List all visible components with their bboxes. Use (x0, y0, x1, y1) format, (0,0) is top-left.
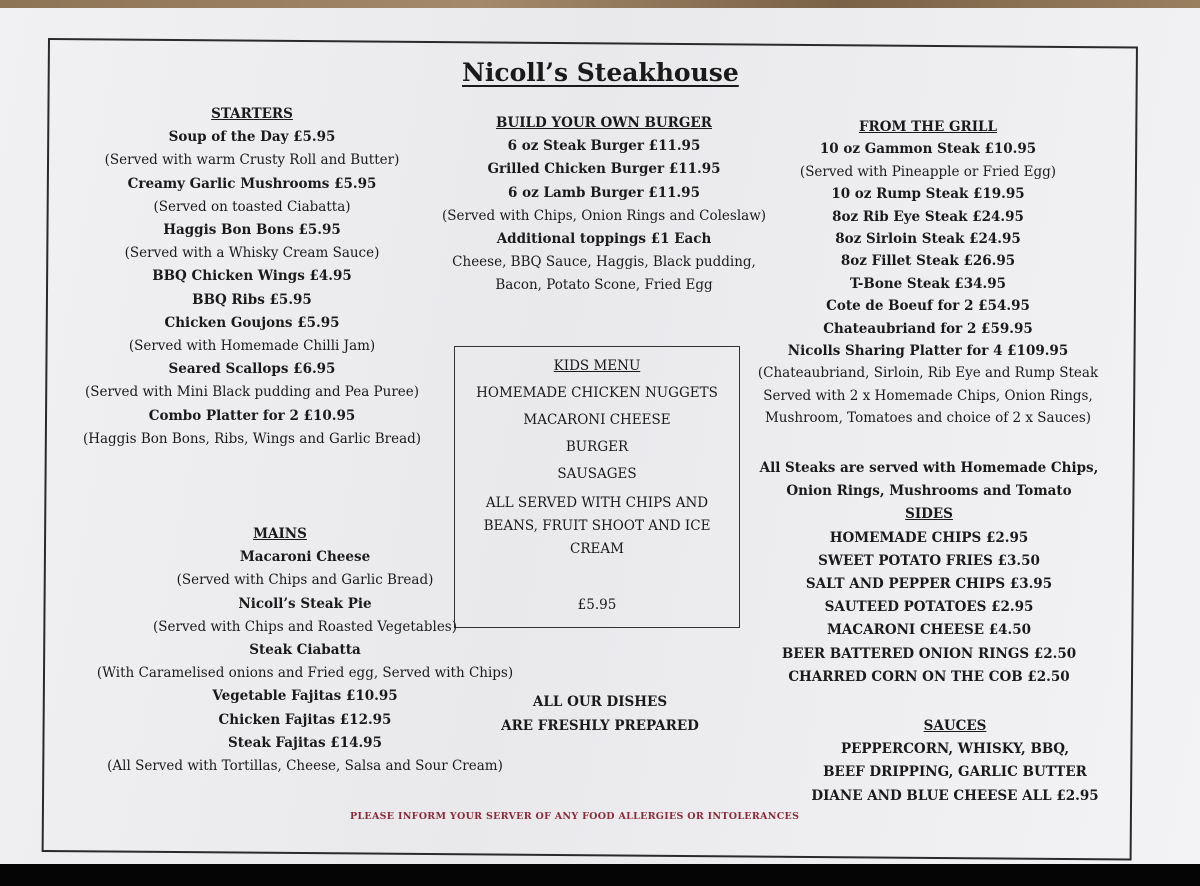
kids-menu-list (455, 380, 739, 488)
grill-line: Nicolls Sharing Platter for 4 £109.95 (787, 343, 1069, 360)
mains-line: Steak Ciabatta (249, 642, 361, 659)
sides-section (742, 457, 1116, 689)
burger-line: Bacon, Potato Scone, Fried Egg (495, 277, 713, 294)
sauce-item: DIANE AND BLUE CHEESE ALL £2.95 (811, 787, 1099, 804)
sauces-list (780, 738, 1130, 808)
burger-line: (Served with Chips, Onion Rings and Coleslaw) (441, 207, 767, 224)
burger-line: Grilled Chicken Burger £11.95 (487, 161, 721, 178)
starters-line: Soup of the Day £5.95 (168, 129, 336, 146)
sides-heading: SIDES (905, 506, 953, 523)
mains-list (60, 546, 550, 778)
mains-line: (Served with Chips and Roasted Vegetables) (152, 618, 458, 635)
starters-line: BBQ Ribs £5.95 (192, 291, 312, 308)
burger-line: 6 oz Steak Burger £11.95 (507, 138, 701, 155)
grill-line: 8oz Rib Eye Steak £24.95 (832, 208, 1024, 225)
mains-section (60, 523, 550, 778)
starters-list (72, 126, 432, 451)
page-title: Nicoll’s Steakhouse (462, 58, 739, 87)
burger-section (428, 112, 780, 298)
kids-menu-heading: KIDS MENU (553, 358, 641, 374)
grill-line: Mushroom, Tomatoes and choice of 2 x Sauces) (764, 410, 1092, 427)
mains-line: Chicken Fajitas £12.95 (218, 711, 392, 728)
steaks-note-line-2: Onion Rings, Mushrooms and Tomato (786, 483, 1072, 500)
kids-menu-item: BURGER (565, 439, 629, 455)
mains-heading: MAINS (253, 526, 307, 542)
fresh-notice (470, 690, 730, 738)
sauce-item: PEPPERCORN, WHISKY, BBQ, (840, 741, 1070, 758)
starters-line: (Served with a Whisky Cream Sauce) (124, 245, 380, 262)
starters-line: Combo Platter for 2 £10.95 (148, 407, 356, 424)
mains-line: Macaroni Cheese (239, 549, 371, 566)
grill-line: Chateaubriand for 2 £59.95 (823, 320, 1033, 337)
mains-line: Steak Fajitas £14.95 (228, 734, 382, 751)
allergy-notice: PLEASE INFORM YOUR SERVER OF ANY FOOD ALLERGIES OR INTOLERANCES (350, 811, 800, 822)
mains-line: (Served with Chips and Garlic Bread) (176, 572, 434, 589)
side-item: SALT AND PEPPER CHIPS £3.95 (805, 576, 1053, 593)
grill-line: 8oz Sirloin Steak £24.95 (835, 231, 1021, 248)
grill-line: Cote de Boeuf for 2 £54.95 (826, 298, 1030, 315)
mains-line: Vegetable Fajitas £10.95 (212, 688, 398, 705)
burger-line: 6 oz Lamb Burger £11.95 (508, 184, 700, 201)
sides-list (742, 527, 1116, 689)
starters-line: (Served with Homemade Chilli Jam) (128, 338, 376, 355)
starters-line: Haggis Bon Bons £5.95 (163, 222, 341, 239)
grill-list (748, 138, 1108, 429)
grill-section (748, 116, 1108, 430)
grill-line: (Chateaubriand, Sirloin, Rib Eye and Rump Steak (757, 365, 1099, 382)
side-item: BEER BATTERED ONION RINGS £2.50 (781, 645, 1077, 662)
burger-list (428, 135, 780, 297)
burger-line: Cheese, BBQ Sauce, Haggis, Black pudding, (452, 254, 756, 271)
sauces-section (780, 715, 1130, 808)
steaks-note-line-1: All Steaks are served with Homemade Chips, (759, 460, 1099, 476)
kids-menu-item: MACARONI CHEESE (523, 412, 671, 428)
starters-line: Seared Scallops £6.95 (168, 361, 336, 378)
starters-line: (Served on toasted Ciabatta) (153, 198, 351, 215)
sauce-item: BEEF DRIPPING, GARLIC BUTTER (823, 764, 1087, 781)
starters-line: (Served with warm Crusty Roll and Butter) (104, 152, 400, 169)
grill-line: T-Bone Steak £34.95 (850, 275, 1006, 292)
starters-section (72, 103, 432, 451)
side-item: MACARONI CHEESE £4.50 (826, 622, 1032, 639)
grill-line: 10 oz Rump Steak £19.95 (831, 186, 1025, 203)
grill-heading: FROM THE GRILL (858, 119, 998, 135)
grill-line: 10 oz Gammon Steak £10.95 (819, 141, 1037, 158)
side-item: SWEET POTATO FRIES £3.50 (818, 552, 1040, 569)
starters-line: BBQ Chicken Wings £4.95 (152, 268, 352, 285)
starters-line: (Served with Mini Black pudding and Pea Puree) (84, 384, 420, 401)
burger-line: Additional toppings £1 Each (496, 231, 712, 248)
starters-line: (Haggis Bon Bons, Ribs, Wings and Garlic Bread) (82, 430, 422, 447)
kids-menu-item: SAUSAGES (557, 466, 637, 482)
side-item: CHARRED CORN ON THE COB £2.50 (788, 668, 1070, 685)
kids-menu-note: ALL SERVED WITH CHIPS AND BEANS, FRUIT SHOOT AND ICE CREAM (483, 495, 711, 557)
kids-menu-price: £5.95 (577, 597, 617, 613)
burger-heading: BUILD YOUR OWN BURGER (496, 115, 712, 131)
starters-heading: STARTERS (211, 106, 293, 122)
starters-line: Chicken Goujons £5.95 (164, 314, 340, 331)
sauces-heading: SAUCES (923, 718, 987, 734)
side-item: HOMEMADE CHIPS £2.95 (829, 529, 1029, 546)
mains-line: Nicoll’s Steak Pie (238, 595, 372, 612)
grill-line: (Served with Pineapple or Fried Egg) (799, 163, 1057, 180)
starters-line: Creamy Garlic Mushrooms £5.95 (127, 175, 377, 192)
fresh-notice-line-2: ARE FRESHLY PREPARED (501, 718, 699, 734)
grill-line: 8oz Fillet Steak £26.95 (840, 253, 1016, 270)
side-item: SAUTEED POTATOES £2.95 (824, 599, 1034, 616)
mains-line: (With Caramelised onions and Fried egg, Served with Chips) (96, 665, 514, 682)
fresh-notice-line-1: ALL OUR DISHES (532, 694, 668, 710)
mains-line: (All Served with Tortillas, Cheese, Salsa and Sour Cream) (107, 758, 503, 775)
kids-menu-item: HOMEMADE CHICKEN NUGGETS (476, 385, 718, 401)
grill-line: Served with 2 x Homemade Chips, Onion Rings, (763, 387, 1093, 404)
screen-bottom-bar (0, 864, 1200, 886)
